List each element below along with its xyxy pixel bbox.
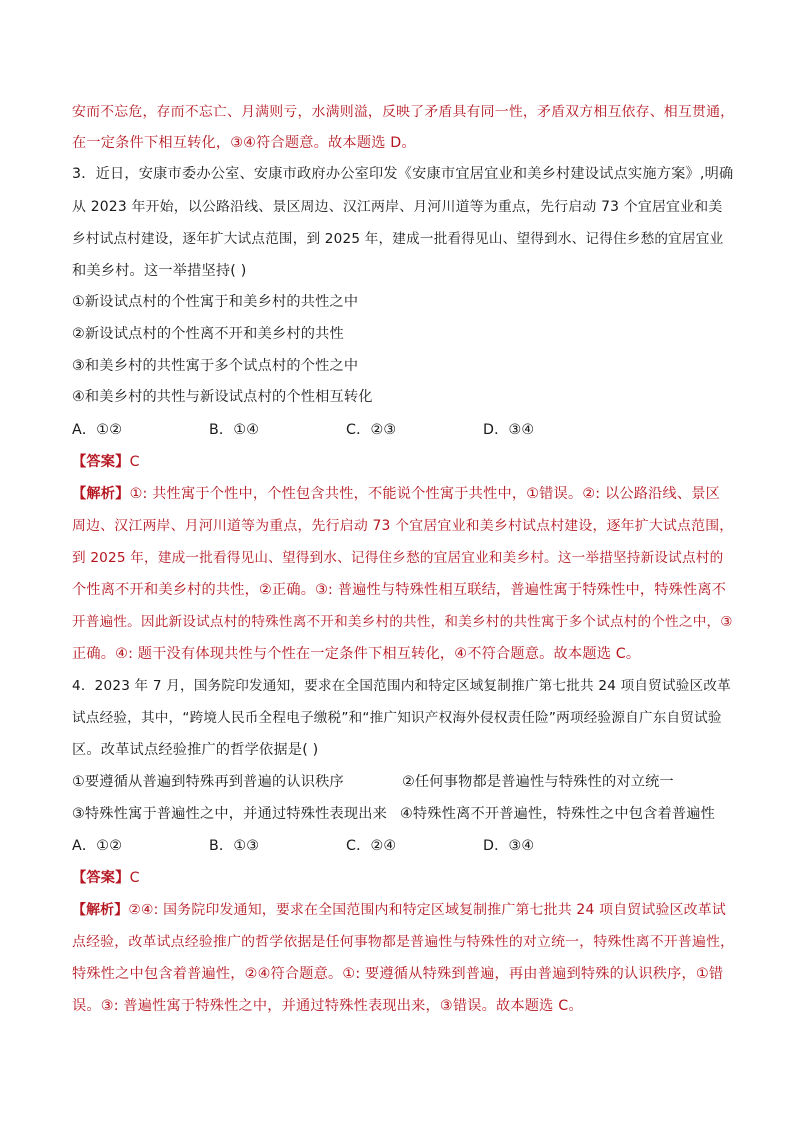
question-3-analysis-line: 周边、汉江两岸、月河川道等为重点，先行启动 73 个宜居宜业和美乡村试点村建设，逐年扩大试点范围， (72, 518, 734, 534)
prev-analysis-line: 在一定条件下相互转化，③④符合题意。故本题选 D。 (72, 135, 416, 151)
question-4-analysis-line: 特殊性之中包含着普遍性，②④符合题意。①: 要遵循从特殊到普遍，再由普遍到特殊的认识秩序，①错 (72, 966, 724, 982)
question-3-analysis-line: 正确。④: 题干没有体现共性与个性在一定条件下相互转化，④不符合题意。故本题选 C。 (72, 646, 641, 662)
question-3-stem: 从 2023 年开始，以公路沿线、景区周边、汉江两岸、月河川道等为重点，先行启动 73 个宜居宜业和美 (72, 199, 723, 215)
analysis-text: ②④: 国务院印发通知，要求在全国范围内和特定区域复制推广第七批共 24 项自贸试验区改革试 (128, 902, 726, 918)
question-4-stem: 4．2023 年 7 月，国务院印发通知，要求在全国范围内和特定区域复制推广第七批共 24 项自贸试验区改革 (72, 678, 731, 694)
question-4-statement: ③特殊性寓于普遍性之中，并通过特殊性表现出来 (72, 806, 388, 822)
question-4-analysis (72, 900, 734, 920)
question-4-statements-row (72, 804, 734, 824)
question-3-answer (72, 452, 734, 472)
question-3-statement: ③和美乡村的共性寓于多个试点村的个性之中 (72, 358, 359, 374)
option-d: D．③④ (483, 838, 535, 854)
question-3-stem: 3．近日，安康市委办公室、安康市政府办公室印发《安康市宜居宜业和美乡村建设试点实施方案》,明确 (72, 166, 734, 182)
question-3-analysis-line: 到 2025 年，建成一批看得见山、望得到水、记得住乡愁的宜居宜业和美乡村。这一举措坚持新设试点村的 (72, 550, 724, 566)
answer-label: 【答案】 (72, 870, 130, 886)
question-3-options (72, 420, 734, 440)
answer-value: C (129, 454, 140, 470)
option-d: D．③④ (483, 422, 535, 438)
question-4-statement: ①要遵循从普遍到特殊再到普遍的认识秩序 (72, 774, 344, 790)
answer-value: C (129, 870, 140, 886)
question-4-analysis-line: 误。③: 普遍性寓于特殊性之中，并通过特殊性表现出来，③错误。故本题选 C。 (72, 998, 583, 1014)
question-3-analysis-line: 个性离不开和美乡村的共性，②正确。③: 普遍性与特殊性相互联结，普遍性寓于特殊性中，特殊性离不 (72, 582, 727, 598)
question-3-statement: ②新设试点村的个性离不开和美乡村的共性 (72, 326, 344, 342)
option-c: C．②③ (346, 422, 397, 438)
option-a: A．①② (72, 422, 123, 438)
question-4-analysis-line: 点经验，改革试点经验推广的哲学依据是任何事物都是普遍性与特殊性的对立统一，特殊性离不开普遍性， (72, 934, 735, 950)
analysis-label: 【解析】 (72, 486, 130, 502)
question-4-stem: 区。改革试点经验推广的哲学依据是( ) (72, 742, 319, 758)
question-4-statement: ②任何事物都是普遍性与特殊性的对立统一 (402, 774, 674, 790)
question-3-statement: ①新设试点村的个性寓于和美乡村的共性之中 (72, 294, 359, 310)
question-4-answer (72, 868, 734, 888)
question-3-analysis (72, 484, 734, 504)
option-c: C．②④ (346, 838, 397, 854)
question-4-stem: 试点经验，其中，“跨境人民币全程电子缴税”和“推广知识产权海外侵权责任险”两项经验源自广东自贸试验 (72, 710, 722, 726)
answer-label: 【答案】 (72, 454, 130, 470)
question-4-statements-row (72, 772, 734, 792)
prev-analysis-line: 安而不忘危，存而不忘亡、月满则亏，水满则溢，反映了矛盾具有同一性，矛盾双方相互依存、相互贯通， (72, 104, 735, 120)
question-4-statement: ④特殊性离不开普遍性，特殊性之中包含着普遍性 (400, 806, 716, 822)
option-b: B．①③ (209, 838, 260, 854)
analysis-label: 【解析】 (72, 902, 129, 918)
question-3-analysis-line: 开普遍性。因此新设试点村的特殊性离不开和美乡村的共性，和美乡村的共性寓于多个试点村的个性之中，③ (72, 614, 733, 630)
analysis-text: ①: 共性寓于个性中，个性包含共性，不能说个性寓于共性中，①错误。②: 以公路沿线、景区 (129, 486, 721, 502)
option-a: A．①② (72, 838, 123, 854)
question-3-stem: 乡村试点村建设，逐年扩大试点范围，到 2025 年，建成一批看得见山、望得到水、记得住乡愁的宜居宜业 (72, 231, 724, 247)
question-3-statement: ④和美乡村的共性与新设试点村的个性相互转化 (72, 389, 373, 405)
question-4-options (72, 836, 734, 856)
option-b: B．①④ (209, 422, 260, 438)
question-3-stem: 和美乡村。这一举措坚持( ) (72, 263, 247, 279)
